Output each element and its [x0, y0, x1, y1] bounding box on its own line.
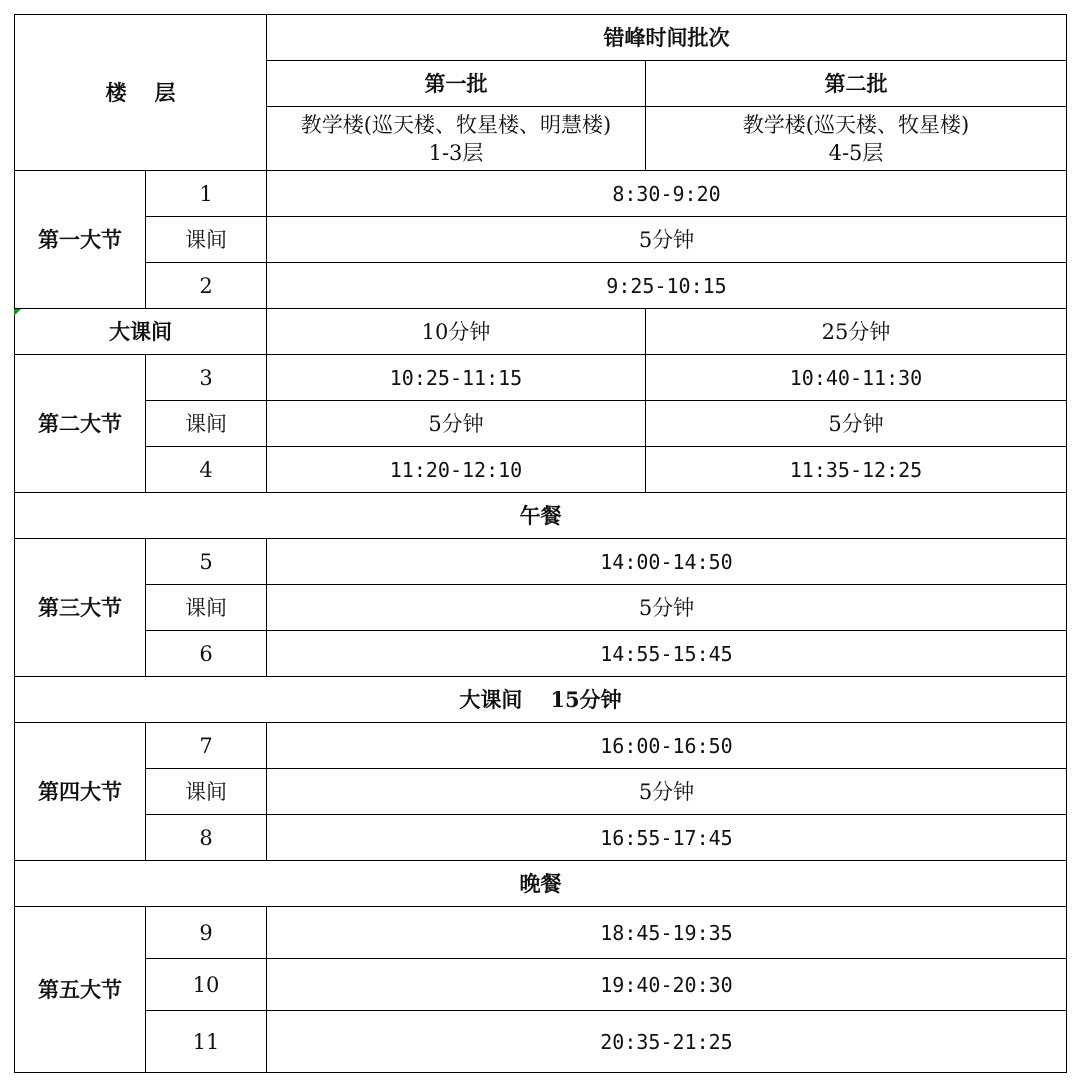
batch2-buildings-line2: 4-5层: [828, 140, 884, 165]
period-time-batch1: 10:25-11:15: [267, 355, 646, 401]
section-1-name: 第一大节: [15, 171, 146, 309]
period-label: 1: [146, 171, 267, 217]
period-time: 5分钟: [267, 769, 1067, 815]
period-time: 14:55-15:45: [267, 631, 1067, 677]
period-time: 5分钟: [267, 585, 1067, 631]
floor-label-2: 层: [154, 79, 176, 105]
table-row: [15, 355, 1067, 401]
table-row: [15, 585, 1067, 631]
period-time: 18:45-19:35: [267, 907, 1067, 959]
table-row: [15, 1011, 1067, 1073]
period-label: 4: [146, 447, 267, 493]
table-row: [15, 217, 1067, 263]
period-label: 7: [146, 723, 267, 769]
period-label: 8: [146, 815, 267, 861]
period-time: 20:35-21:25: [267, 1011, 1067, 1073]
period-label: 6: [146, 631, 267, 677]
period-time: 8:30-9:20: [267, 171, 1067, 217]
period-time: 5分钟: [267, 217, 1067, 263]
period-time-batch2: 10:40-11:30: [646, 355, 1067, 401]
table-row: [15, 401, 1067, 447]
period-time: 19:40-20:30: [267, 959, 1067, 1011]
batch2-buildings-line1: 教学楼(巡天楼、牧星楼): [742, 112, 970, 137]
batch-title: 错峰时间批次: [267, 15, 1067, 61]
period-label: 课间: [146, 585, 267, 631]
section-2-name: 第二大节: [15, 355, 146, 493]
period-time: 9:25-10:15: [267, 263, 1067, 309]
table-row: [15, 263, 1067, 309]
big-break-label: 大课间: [15, 309, 267, 355]
batch1-buildings-line2: 1-3层: [428, 140, 484, 165]
batch2-buildings: [646, 107, 1067, 171]
floor-label: 楼: [105, 79, 127, 105]
section-3-name: 第三大节: [15, 539, 146, 677]
table-row: [15, 815, 1067, 861]
header-row-1: [15, 15, 1067, 61]
table-row: [15, 723, 1067, 769]
batch1-buildings-line1: 教学楼(巡天楼、牧星楼、明慧楼): [300, 112, 612, 137]
table-row: [15, 631, 1067, 677]
period-label: 课间: [146, 769, 267, 815]
period-label: 9: [146, 907, 267, 959]
period-time-batch1: 5分钟: [267, 401, 646, 447]
table-row: [15, 907, 1067, 959]
section-4-name: 第四大节: [15, 723, 146, 861]
floor-header-cell: [15, 15, 267, 171]
period-label: 3: [146, 355, 267, 401]
period-time: 16:55-17:45: [267, 815, 1067, 861]
dinner-row: [15, 861, 1067, 907]
table-row: [15, 959, 1067, 1011]
period-label: 11: [146, 1011, 267, 1073]
batch2-header: 第二批: [646, 61, 1067, 107]
dinner-label: 晚餐: [15, 861, 1067, 907]
table-row: [15, 539, 1067, 585]
period-time-batch2: 5分钟: [646, 401, 1067, 447]
period-label: 10: [146, 959, 267, 1011]
table-row: [15, 769, 1067, 815]
schedule-table: [14, 14, 1067, 1073]
table-row: [15, 171, 1067, 217]
batch1-header: 第一批: [267, 61, 646, 107]
period-label: 5: [146, 539, 267, 585]
big-break-2-cell: [15, 677, 1067, 723]
big-break-batch2: 25分钟: [646, 309, 1067, 355]
big-break-batch1: 10分钟: [267, 309, 646, 355]
big-break-2-label: 大课间: [459, 686, 523, 712]
period-label: 课间: [146, 217, 267, 263]
period-time-batch1: 11:20-12:10: [267, 447, 646, 493]
schedule-table-container: [14, 14, 1067, 1073]
big-break-row: [15, 309, 1067, 355]
batch1-buildings: [267, 107, 646, 171]
period-label: 课间: [146, 401, 267, 447]
period-label: 2: [146, 263, 267, 309]
big-break-2-duration: 15分钟: [550, 686, 622, 712]
period-time: 16:00-16:50: [267, 723, 1067, 769]
cell-comment-marker: [14, 309, 21, 316]
period-time-batch2: 11:35-12:25: [646, 447, 1067, 493]
lunch-label: 午餐: [15, 493, 1067, 539]
lunch-row: [15, 493, 1067, 539]
big-break-row-2: [15, 677, 1067, 723]
table-row: [15, 447, 1067, 493]
section-5-name: 第五大节: [15, 907, 146, 1073]
period-time: 14:00-14:50: [267, 539, 1067, 585]
